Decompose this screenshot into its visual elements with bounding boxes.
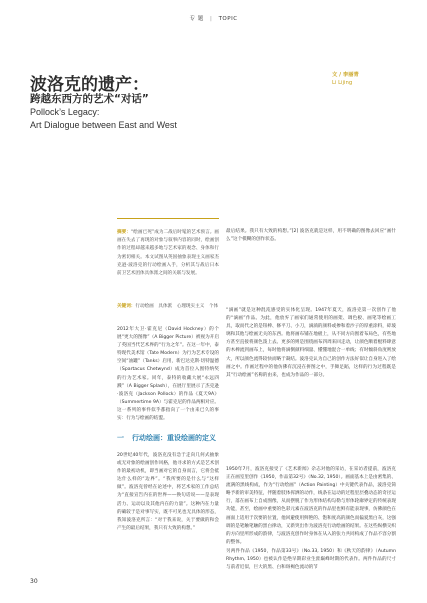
article-subtitle-cn: 跨越东西方的艺术“对话” <box>30 93 149 105</box>
article-title-cn: 波洛克的遗产： <box>30 75 149 95</box>
abstract-label: 摘要： <box>117 230 131 235</box>
article-title-en-line1: Pollock’s Legacy: <box>30 107 100 117</box>
body-paragraph-1: 2012年大卫·霍克尼（David Hockney）的个展“更大的图像”（A Bigger Picture）被视为开启了英国当代艺术界的“行为之年”。在这一年中，泰特现代美术馆（Tate Modern）为行为艺术专设的空间“油罐”（Tanks）启用，新巴达克斯·切特温德（Spartacus Chetwynd）成为首位入围特纳奖的行为艺术家。同年，泰特的收藏大展“永远四溅”（A Bigger Splash），在展厅里展示了杰克逊·波洛克（Jackson Pollock）的作品《夏天9A》（Summertime 9A）与霍克尼的作品两相对应。这一系列的事件似乎都指向了一个由来已久的事实：行为与绘画的结盟。 <box>117 327 219 422</box>
header-section: 专 题 <box>189 16 204 22</box>
abstract <box>117 229 219 278</box>
abstract-text: “绘画已死”成为二战后时髦的艺术预言。画画在失去了再现的对象与叙事内容的同时，绘画创作的过程却越来越多地与艺术家的观念、身体和行为密切相关。本文试图从英国抽象表现主义画家杰克逊·波洛克的行动绘画入手，分析其与战后日本前卫艺术团体具体派之间的关联与发展。 <box>117 230 219 277</box>
author-name-cn: 文 / 李丽青 <box>332 72 359 78</box>
col2-paragraph-2: “滴画”就是这种混沌感受的实体化呈现。1947年夏天，波洛克第一次创作了他的“滴画”作品。为此，他放弃了画家们通常使用的画架、调色板、画笔等绘画工具，取而代之的是钮棒、修平刀、小刀，滴淌的颜料或掺和着沙子的厚重涂料，碎玻璃和其他与绘画无关的东西。他将画布铺在地板上，从不同方向围着布局色，有些地方甚至直接将颜色泼上去。更多的则是围绕画布四周来回走动，让颜色顺着棍料肆意的木棒流到画布上，每时他将滴倒颜料细量、懂懂地混合一单线；有时倾斜角度则放大，所以颜色流得较快而略于凝结。波洛克认为自己的创作方法好似让自身进入了绘画之中。作画过程中的他仿佛有沉浸在拼图之中，手舞足蹈，这样的行为过程既是其“行动绘画”名称的由来，也成为作品的一部分。 <box>226 308 396 378</box>
keywords-label: 关键词： <box>117 304 136 309</box>
author-name-en: Li Lijing <box>332 79 353 86</box>
col2-paragraph-1: 最后结果。我只有大致的构想。”[2] 波洛克就是这样，用不明确的图像去回应“画什么”这个模糊的创作状态。 <box>226 229 396 243</box>
keywords <box>117 303 219 311</box>
article-title-en <box>30 106 177 132</box>
section-heading <box>117 433 219 443</box>
body-paragraph-2: 20世纪40年代，波洛克没有急于走向几何式抽象或无对象的绘画创作风格，他寻求的方式是艺术创作的最初动机，即当画对它的自身而言，它将会抵达什么样的“边界”。“我所要的是什么与“这样做”。波洛克曾经在论述中，将艺术家的工作总结为“直接宣告内在的世界——换句话说——是表现活力、运动以及其他内在的力量”。这种内在力量的确较于是对事写实，既不可见也无具体的形态，我知波洛克所言：“对于我来说，关于要做的和会产生的最后结果，我只有大致的构想。” <box>117 453 219 531</box>
keywords-text: 行动绘画 具体派 心理现实主义 个体 <box>135 304 219 309</box>
author-byline <box>332 72 359 87</box>
col2-paragraph-3: 1950年7月，波洛克接受了《艺术新闻》杂志对他的采访，在采访者提前，波洛克正在画室里创作《1950，作品第32号》（No.32, 1950）。画面基本上是由密集的、流满的黑线构成，作为“行动绘画”（Action Painting）中关键代表作品，波洛克简略予新的审美特征，伴随着肢体挥洒的动作，线条在运动的过程里层叠动态的奇径运行，落在画布上自成图像，从而摆脱了作为形体结构勾勒与形体轮廓界定的传统表现功能，甚至，绘画中重要的色彩元素在波洛克的作品里也鲜有能表现事，仿佛颜色在画面上适用于次要的位置，他回避使用鲜艳的、饱和度高的颜色而偏爱黑白灰，这强调的是笔触笔触的黑白律动，又新突出作为波洛克行动绘画的结果。在这些纵横交织的方向里所形成的韵律，与波洛克创作时身体在从入的张力共同构成了作品不容分割的整体。 <box>226 467 396 545</box>
section-number: 一 <box>117 434 124 442</box>
header-separator: | <box>209 16 213 22</box>
running-header <box>0 14 427 22</box>
col2-paragraph-4: 另两件作品《1950，作品第33号》（No.33, 1950）和《秋天的韵律》（Autumn Rhythm, 1950）也被认作是绝早期彩业生涯巅峰时期的代表作。两件作品的尺寸与前者近似，巨大的黑、白和斑褐色流动的节 <box>226 549 396 571</box>
section-title: 行动绘画：重设绘画的定义 <box>132 434 216 442</box>
article-title-en-line2: Art Dialogue between East and West <box>30 120 177 130</box>
header-tag: TOPIC <box>218 16 238 22</box>
abstract-divider <box>117 218 219 219</box>
page-number: 30 <box>30 578 38 585</box>
